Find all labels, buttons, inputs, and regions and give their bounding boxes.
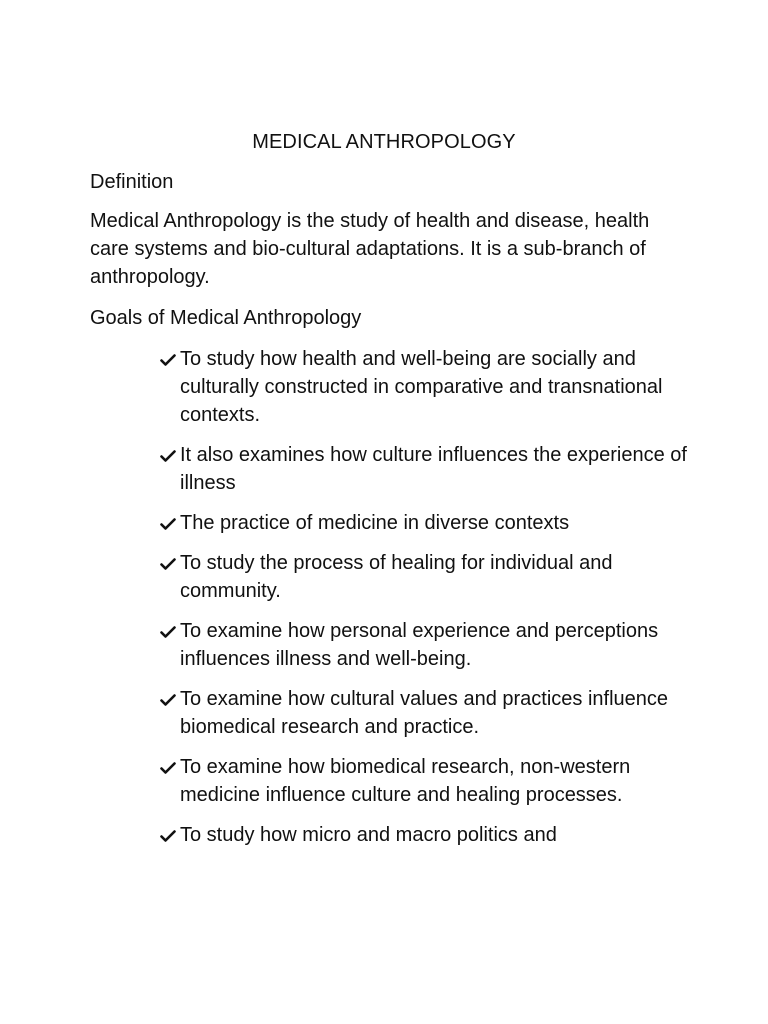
check-icon: [160, 354, 176, 366]
list-item-text: The practice of medicine in diverse contexts: [180, 512, 570, 534]
list-item: [158, 821, 698, 849]
check-icon: [160, 830, 176, 842]
check-icon: [160, 626, 176, 638]
list-item: [158, 685, 698, 741]
list-item: [158, 345, 698, 429]
list-item-text: It also examines how culture influences the experience of illness: [180, 444, 687, 494]
list-item-text: To study how micro and macro politics and: [180, 824, 557, 846]
list-item-text: To examine how biomedical research, non-western medicine influence culture and healing processes.: [180, 756, 631, 806]
goals-heading: Goals of Medical Anthropology: [90, 307, 362, 329]
check-icon: [160, 518, 176, 530]
list-item-text: To study the process of healing for individual and community.: [180, 552, 613, 602]
list-item: [158, 441, 698, 497]
list-item-text: To examine how personal experience and perceptions influences illness and well-being.: [180, 620, 659, 670]
list-item: [158, 509, 698, 537]
definition-heading: Definition: [90, 171, 174, 193]
list-item: [158, 617, 698, 673]
list-item-text: To examine how cultural values and practices influence biomedical research and practice.: [180, 688, 669, 738]
list-item: [158, 549, 698, 605]
check-icon: [160, 762, 176, 774]
check-icon: [160, 450, 176, 462]
list-item-text: To study how health and well-being are socially and culturally constructed in comparative and transnational contexts.: [180, 348, 663, 426]
document-title: MEDICAL ANTHROPOLOGY: [252, 131, 516, 153]
goals-list: [158, 345, 698, 861]
definition-paragraph: Medical Anthropology is the study of health and disease, health care systems and bio-cultural adaptations. It is a sub-branch of anthropology.: [90, 210, 650, 288]
check-icon: [160, 694, 176, 706]
list-item: [158, 753, 698, 809]
check-icon: [160, 558, 176, 570]
